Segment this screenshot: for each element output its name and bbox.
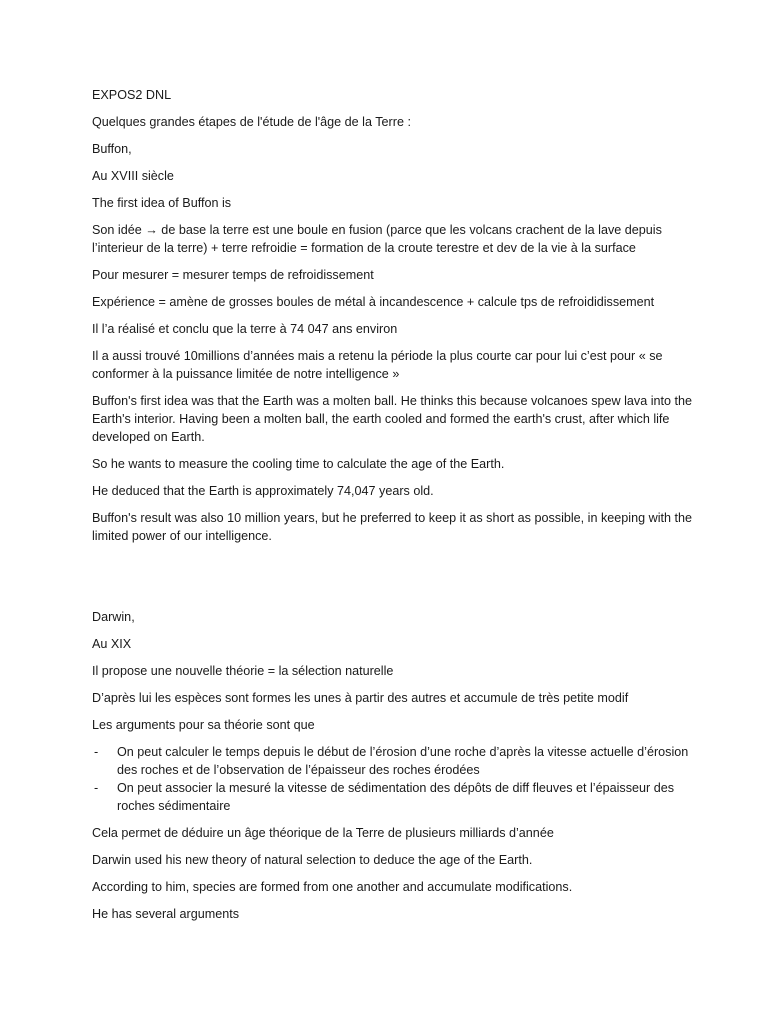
buffon-experiment-fr: Expérience = amène de grosses boules de métal à incandescence + calcule tps de refroididissement	[92, 295, 655, 309]
buffon-also-fr: Il a aussi trouvé 10millions d’années mais a retenu la période la plus courte car pour lui c’est pour « se conformer à la puissance limitée de notre intelligence »	[92, 349, 663, 381]
darwin-species-fr: D’après lui les espèces sont formes les unes à partir des autres et accumule de très petite modif	[92, 691, 629, 705]
darwin-theory-fr: Il propose une nouvelle théorie = la sélection naturelle	[92, 664, 394, 678]
document-title: EXPOS2 DNL	[92, 88, 172, 102]
list-item	[92, 743, 692, 779]
darwin-arguments-en: He has several arguments	[92, 907, 239, 921]
list-item	[92, 779, 692, 815]
document-body	[92, 86, 692, 932]
buffon-idea-fr: Son idée → de base la terre est une boule en fusion (parce que les volcans crachent de la lave depuis l’interieur de la terre) + terre refroidie = formation de la croute terestre et dev de la vie à la surface	[92, 223, 662, 255]
buffon-first-idea-heading: The first idea of Buffon is	[92, 196, 232, 210]
darwin-arguments-intro-fr: Les arguments pour sa théorie sont que	[92, 718, 315, 732]
buffon-measure-fr: Pour mesurer = mesurer temps de refroidissement	[92, 268, 374, 282]
dash-bullet: -	[94, 745, 99, 759]
blank-lines	[92, 554, 692, 608]
buffon-name: Buffon,	[92, 142, 132, 156]
buffon-result-fr: Il l’a réalisé et conclu que la terre à 74 047 ans environ	[92, 322, 398, 336]
buffon-century: Au XVIII siècle	[92, 169, 174, 183]
darwin-used-en: Darwin used his new theory of natural selection to deduce the age of the Earth.	[92, 853, 533, 867]
darwin-species-en: According to him, species are formed from one another and accumulate modifications.	[92, 880, 573, 894]
buffon-measure-en: So he wants to measure the cooling time to calculate the age of the Earth.	[92, 457, 505, 471]
buffon-result-en: He deduced that the Earth is approximately 74,047 years old.	[92, 484, 434, 498]
dash-bullet: -	[94, 781, 99, 795]
darwin-arguments-list	[92, 743, 692, 815]
buffon-also-en: Buffon's result was also 10 million years, but he preferred to keep it as short as possible, in keeping with the limited power of our intelligence.	[92, 511, 692, 543]
buffon-idea-en: Buffon's first idea was that the Earth was a molten ball. He thinks this because volcanoes spew lava into the Earth's interior. Having been a molten ball, the earth cooled and formed the earth's crust, after which life developed on Earth.	[92, 394, 693, 444]
darwin-conclusion-fr: Cela permet de déduire un âge théorique de la Terre de plusieurs milliards d’année	[92, 826, 554, 840]
intro-line: Quelques grandes étapes de l'étude de l'âge de la Terre :	[92, 115, 411, 129]
list-item-text: On peut calculer le temps depuis le début de l’érosion d’une roche d’après la vitesse actuelle d’érosion des roches et de l’observation de l’épaisseur des roches érodées	[117, 745, 689, 777]
list-item-text: On peut associer la mesuré la vitesse de sédimentation des dépôts de diff fleuves et l’épaisseur des roches sédimentaire	[117, 781, 675, 813]
darwin-name: Darwin,	[92, 610, 135, 624]
darwin-century: Au XIX	[92, 637, 132, 651]
